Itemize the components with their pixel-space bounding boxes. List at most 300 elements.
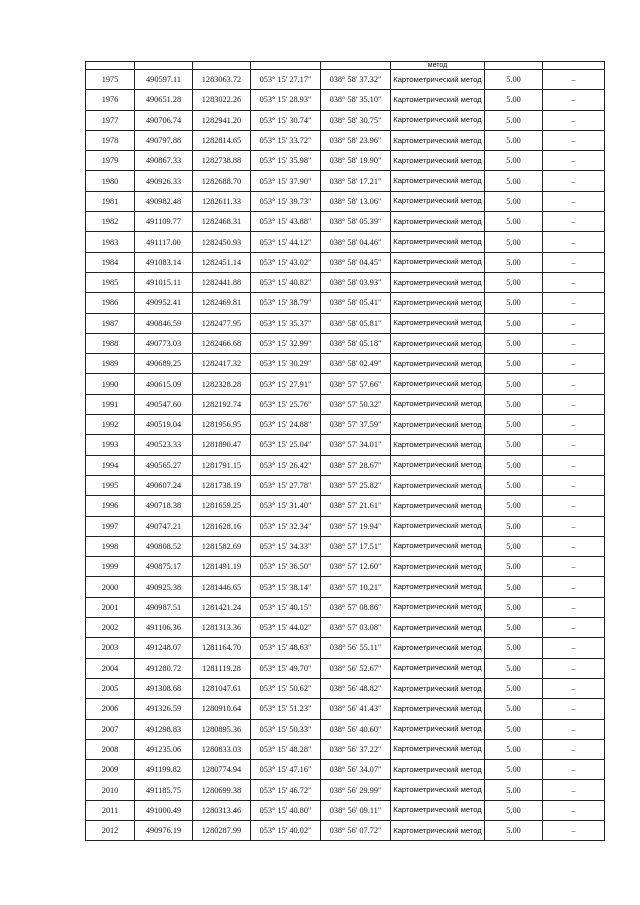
cell-y: 1282466.68: [193, 333, 251, 353]
cell-latitude: 053° 15' 40.80": [251, 800, 321, 820]
cell-y: 1281628.16: [193, 516, 251, 536]
cell-accuracy: 5.00: [485, 638, 543, 658]
cell-accuracy: 5.00: [485, 130, 543, 150]
table-row: [86, 313, 605, 333]
cell-number: 2011: [86, 800, 135, 820]
cell-y: 1280833.03: [193, 739, 251, 759]
cell-method: Картометрический метод: [391, 232, 485, 252]
cell-accuracy: 5.00: [485, 658, 543, 678]
cell-method: Картометрический метод: [391, 70, 485, 90]
cell-note: –: [543, 678, 605, 698]
cell-method: Картометрический метод: [391, 435, 485, 455]
cell-latitude: 053° 15' 30.74": [251, 110, 321, 130]
cell-x: 490547.60: [135, 394, 193, 414]
table-row: [86, 618, 605, 638]
table-row: [86, 293, 605, 313]
cell-number: 2008: [86, 739, 135, 759]
cell-longitude: 038° 57' 34.01": [321, 435, 391, 455]
cell-note: –: [543, 313, 605, 333]
cell-longitude: 038° 56' 37.22": [321, 739, 391, 759]
cell-longitude: 038° 56' 09.11": [321, 800, 391, 820]
cell-longitude: 038° 57' 57.66": [321, 374, 391, 394]
cell-accuracy: 5.00: [485, 597, 543, 617]
cell-x: 491109.77: [135, 212, 193, 232]
table-body: [86, 62, 605, 841]
cell-accuracy: 5.00: [485, 577, 543, 597]
cell-y: 1282738.88: [193, 151, 251, 171]
cell-method: Картометрический метод: [391, 415, 485, 435]
cell-longitude: 038° 56' 29.99": [321, 780, 391, 800]
cell-accuracy: 5.00: [485, 516, 543, 536]
cell-method: Картометрический метод: [391, 496, 485, 516]
cell-y: 1281491.19: [193, 557, 251, 577]
cell-longitude: 038° 57' 17.51": [321, 536, 391, 556]
table-row: [86, 354, 605, 374]
cell-accuracy: 5.00: [485, 293, 543, 313]
cell-number: 1978: [86, 130, 135, 150]
cell-number: 1981: [86, 191, 135, 211]
cell-number: 1989: [86, 354, 135, 374]
cell-number: 2001: [86, 597, 135, 617]
cell-y: 1281047.61: [193, 678, 251, 698]
cell-x: 490982.48: [135, 191, 193, 211]
cell-accuracy: 5.00: [485, 191, 543, 211]
cell-method: Картометрический метод: [391, 191, 485, 211]
table-row: [86, 212, 605, 232]
cell-accuracy: 5.00: [485, 90, 543, 110]
cell-latitude: 053° 15' 35.37": [251, 313, 321, 333]
cell-longitude: 038° 56' 55.11": [321, 638, 391, 658]
cell-longitude: 038° 57' 08.86": [321, 597, 391, 617]
cell-accuracy: 5.00: [485, 618, 543, 638]
cell-accuracy: 5.00: [485, 171, 543, 191]
cell-x: 490976.19: [135, 820, 193, 840]
cell-y: 1280895.36: [193, 719, 251, 739]
cell-x: 491199.82: [135, 760, 193, 780]
cell-latitude: 053° 15' 51.23": [251, 699, 321, 719]
cell-y: 1280287.99: [193, 820, 251, 840]
cell-longitude: 038° 58' 37.32": [321, 70, 391, 90]
cell-number: 2012: [86, 820, 135, 840]
cell-number: 2003: [86, 638, 135, 658]
cell-latitude: 053° 15' 36.50": [251, 557, 321, 577]
cell-x: 490615.09: [135, 374, 193, 394]
cell-latitude: 053° 15' 25.04": [251, 435, 321, 455]
cell-note: –: [543, 232, 605, 252]
cell-number: 2002: [86, 618, 135, 638]
cell-accuracy: 5.00: [485, 475, 543, 495]
cell-number: 2005: [86, 678, 135, 698]
cell-accuracy: 5.00: [485, 333, 543, 353]
cell-x: 490797.88: [135, 130, 193, 150]
cell-note: –: [543, 70, 605, 90]
cell-y: 1281659.25: [193, 496, 251, 516]
cell-x: 490607.24: [135, 475, 193, 495]
cell-latitude: 053° 15' 40.15": [251, 597, 321, 617]
cell-accuracy: 5.00: [485, 739, 543, 759]
cell-y: 1282328.28: [193, 374, 251, 394]
cell-latitude: 053° 15' 27.78": [251, 475, 321, 495]
cell-number: 1975: [86, 70, 135, 90]
cell-note: –: [543, 618, 605, 638]
cell-longitude: 038° 57' 03.08": [321, 618, 391, 638]
cell-note: –: [543, 536, 605, 556]
cell-method: Картометрический метод: [391, 171, 485, 191]
cell-number: 1995: [86, 475, 135, 495]
table-row: [86, 678, 605, 698]
cell-accuracy: 5.00: [485, 110, 543, 130]
cell-longitude: 038° 57' 21.61": [321, 496, 391, 516]
cell-accuracy: 5.00: [485, 557, 543, 577]
cell-latitude: 053° 15' 25.76": [251, 394, 321, 414]
cell-accuracy: 5.00: [485, 272, 543, 292]
cell-longitude: 038° 58' 05.39": [321, 212, 391, 232]
cell-longitude: 038° 57' 25.82": [321, 475, 391, 495]
cell-method: Картометрический метод: [391, 820, 485, 840]
table-row: [86, 130, 605, 150]
cell-x: 490925.38: [135, 577, 193, 597]
cell-latitude: 053° 15' 47.16": [251, 760, 321, 780]
cell-latitude: 053° 15' 39.73": [251, 191, 321, 211]
cell-accuracy: 5.00: [485, 455, 543, 475]
table-row: [86, 820, 605, 840]
cell-accuracy: 5.00: [485, 415, 543, 435]
cell-note: –: [543, 516, 605, 536]
cell-latitude: 053° 15' 28.93": [251, 90, 321, 110]
cell-latitude: 053° 15' 37.90": [251, 171, 321, 191]
cell-note: –: [543, 658, 605, 678]
cell-longitude: 038° 58' 17.21": [321, 171, 391, 191]
table-row: [86, 272, 605, 292]
cell-latitude: 053° 15' 38.79": [251, 293, 321, 313]
cell-number: 1998: [86, 536, 135, 556]
table-row: [86, 536, 605, 556]
cell-number: 1993: [86, 435, 135, 455]
cell-x: 490565.27: [135, 455, 193, 475]
cell-x: 491106.36: [135, 618, 193, 638]
cell-method: Картометрический метод: [391, 719, 485, 739]
cell-note: –: [543, 212, 605, 232]
continuation-row: [86, 62, 605, 70]
cell-y: 1282611.33: [193, 191, 251, 211]
cell-method: Картометрический метод: [391, 151, 485, 171]
cell-longitude: 038° 58' 13.06": [321, 191, 391, 211]
cell-note: –: [543, 455, 605, 475]
cell-x: 491298.83: [135, 719, 193, 739]
cell-method: Картометрический метод: [391, 333, 485, 353]
cell-note: –: [543, 252, 605, 272]
cell-latitude: 053° 15' 24.88": [251, 415, 321, 435]
cell-longitude: 038° 58' 05.18": [321, 333, 391, 353]
cell-accuracy: 5.00: [485, 536, 543, 556]
cell-note: –: [543, 151, 605, 171]
table-row: [86, 90, 605, 110]
cell-method: Картометрический метод: [391, 394, 485, 414]
cell-number: 1985: [86, 272, 135, 292]
cell-longitude: 038° 56' 48.82": [321, 678, 391, 698]
cell-latitude: 053° 15' 32.34": [251, 516, 321, 536]
cell-x: 491235.06: [135, 739, 193, 759]
cell-note: –: [543, 800, 605, 820]
cell-latitude: 053° 15' 46.72": [251, 780, 321, 800]
cell-number: 2007: [86, 719, 135, 739]
cell-x: 490952.41: [135, 293, 193, 313]
cell-number: 2010: [86, 780, 135, 800]
cell-x: 491185.75: [135, 780, 193, 800]
cell-method: метод: [391, 62, 485, 70]
cell-y: 1280699.38: [193, 780, 251, 800]
cell-longitude: 038° 58' 04.46": [321, 232, 391, 252]
cell-x: 491280.72: [135, 658, 193, 678]
cell-method: Картометрический метод: [391, 516, 485, 536]
cell-note: –: [543, 293, 605, 313]
cell-note: –: [543, 719, 605, 739]
cell-number: 1997: [86, 516, 135, 536]
cell-x: [135, 62, 193, 70]
cell-method: Картометрический метод: [391, 678, 485, 698]
cell-y: 1281119.28: [193, 658, 251, 678]
cell-x: 490689.25: [135, 354, 193, 374]
cell-y: 1282469.81: [193, 293, 251, 313]
cell-number: 2009: [86, 760, 135, 780]
table-row: [86, 699, 605, 719]
cell-number: 1980: [86, 171, 135, 191]
cell-x: 490867.33: [135, 151, 193, 171]
cell-latitude: 053° 15' 48.63": [251, 638, 321, 658]
cell-longitude: 038° 57' 37.59": [321, 415, 391, 435]
cell-y: 1281890.47: [193, 435, 251, 455]
cell-x: 491000.49: [135, 800, 193, 820]
cell-number: 1987: [86, 313, 135, 333]
cell-note: –: [543, 557, 605, 577]
cell-note: –: [543, 354, 605, 374]
cell-longitude: 038° 58' 19.90": [321, 151, 391, 171]
cell-accuracy: 5.00: [485, 780, 543, 800]
table-row: [86, 252, 605, 272]
cell-note: –: [543, 435, 605, 455]
cell-method: Картометрический метод: [391, 212, 485, 232]
cell-accuracy: 5.00: [485, 760, 543, 780]
cell-note: –: [543, 90, 605, 110]
cell-y: 1281582.69: [193, 536, 251, 556]
cell-number: 2004: [86, 658, 135, 678]
cell-method: Картометрический метод: [391, 293, 485, 313]
cell-y: 1282688.70: [193, 171, 251, 191]
cell-latitude: 053° 15' 40.02": [251, 820, 321, 840]
cell-accuracy: 5.00: [485, 212, 543, 232]
cell-number: 2000: [86, 577, 135, 597]
table-row: [86, 739, 605, 759]
cell-y: [193, 62, 251, 70]
table-row: [86, 638, 605, 658]
cell-x: 490846.59: [135, 313, 193, 333]
cell-accuracy: 5.00: [485, 151, 543, 171]
cell-latitude: 053° 15' 34.33": [251, 536, 321, 556]
cell-note: –: [543, 638, 605, 658]
table-row: [86, 374, 605, 394]
cell-longitude: 038° 58' 05.81": [321, 313, 391, 333]
cell-accuracy: 5.00: [485, 435, 543, 455]
table-row: [86, 435, 605, 455]
cell-latitude: 053° 15' 27.17": [251, 70, 321, 90]
cell-longitude: 038° 58' 02.49": [321, 354, 391, 374]
cell-note: –: [543, 475, 605, 495]
cell-number: 1976: [86, 90, 135, 110]
cell-longitude: 038° 58' 03.93": [321, 272, 391, 292]
cell-number: 1979: [86, 151, 135, 171]
cell-method: Картометрический метод: [391, 252, 485, 272]
cell-x: 491083.14: [135, 252, 193, 272]
table-row: [86, 151, 605, 171]
cell-accuracy: 5.00: [485, 252, 543, 272]
cell-latitude: 053° 15' 35.98": [251, 151, 321, 171]
cell-accuracy: 5.00: [485, 374, 543, 394]
cell-longitude: 038° 57' 50.32": [321, 394, 391, 414]
cell-longitude: 038° 57' 12.60": [321, 557, 391, 577]
cell-accuracy: 5.00: [485, 678, 543, 698]
cell-x: 490718.38: [135, 496, 193, 516]
cell-note: –: [543, 415, 605, 435]
cell-longitude: 038° 57' 19.94": [321, 516, 391, 536]
cell-x: 490523.33: [135, 435, 193, 455]
cell-y: 1281421.24: [193, 597, 251, 617]
cell-longitude: 038° 58' 23.96": [321, 130, 391, 150]
cell-method: Картометрический метод: [391, 638, 485, 658]
cell-number: 1988: [86, 333, 135, 353]
cell-accuracy: 5.00: [485, 820, 543, 840]
cell-note: –: [543, 577, 605, 597]
cell-number: 1994: [86, 455, 135, 475]
table-row: [86, 70, 605, 90]
cell-note: –: [543, 760, 605, 780]
cell-method: Картометрический метод: [391, 272, 485, 292]
cell-latitude: 053° 15' 38.14": [251, 577, 321, 597]
cell-note: –: [543, 272, 605, 292]
cell-note: –: [543, 699, 605, 719]
cell-note: –: [543, 191, 605, 211]
cell-method: Картометрический метод: [391, 313, 485, 333]
table-row: [86, 597, 605, 617]
cell-note: –: [543, 333, 605, 353]
cell-x: 490706.74: [135, 110, 193, 130]
table-row: [86, 780, 605, 800]
cell-x: 490747.21: [135, 516, 193, 536]
cell-method: Картометрический метод: [391, 780, 485, 800]
cell-method: Картометрический метод: [391, 760, 485, 780]
table-row: [86, 475, 605, 495]
cell-longitude: 038° 57' 28.67": [321, 455, 391, 475]
cell-accuracy: 5.00: [485, 496, 543, 516]
cell-accuracy: 5.00: [485, 232, 543, 252]
table-row: [86, 455, 605, 475]
cell-longitude: 038° 58' 35.10": [321, 90, 391, 110]
cell-number: 1992: [86, 415, 135, 435]
cell-y: 1280910.64: [193, 699, 251, 719]
cell-y: 1282192.74: [193, 394, 251, 414]
cell-note: –: [543, 374, 605, 394]
table-row: [86, 171, 605, 191]
cell-longitude: 038° 56' 41.43": [321, 699, 391, 719]
cell-x: 490987.51: [135, 597, 193, 617]
cell-number: 1990: [86, 374, 135, 394]
cell-note: –: [543, 496, 605, 516]
cell-note: –: [543, 820, 605, 840]
table-row: [86, 394, 605, 414]
cell-latitude: 053° 15' 27.91": [251, 374, 321, 394]
table-row: [86, 232, 605, 252]
cell-x: 490773.03: [135, 333, 193, 353]
cell-x: 491326.59: [135, 699, 193, 719]
cell-longitude: 038° 58' 04.45": [321, 252, 391, 272]
table-row: [86, 658, 605, 678]
cell-y: 1282477.95: [193, 313, 251, 333]
cell-latitude: 053° 15' 31.40": [251, 496, 321, 516]
cell-longitude: 038° 56' 34.07": [321, 760, 391, 780]
cell-accuracy: [485, 62, 543, 70]
cell-method: Картометрический метод: [391, 800, 485, 820]
table-row: [86, 496, 605, 516]
cell-accuracy: 5.00: [485, 354, 543, 374]
cell-number: 2006: [86, 699, 135, 719]
cell-method: Картометрический метод: [391, 374, 485, 394]
cell-y: 1281164.70: [193, 638, 251, 658]
table-row: [86, 800, 605, 820]
cell-y: 1282451.14: [193, 252, 251, 272]
cell-x: 490808.52: [135, 536, 193, 556]
cell-number: 1991: [86, 394, 135, 414]
cell-method: Картометрический метод: [391, 354, 485, 374]
cell-method: Картометрический метод: [391, 455, 485, 475]
cell-number: [86, 62, 135, 70]
cell-latitude: 053° 15' 50.33": [251, 719, 321, 739]
coordinates-table: [85, 61, 605, 841]
cell-note: –: [543, 130, 605, 150]
cell-method: Картометрический метод: [391, 90, 485, 110]
table-row: [86, 516, 605, 536]
cell-method: Картометрический метод: [391, 130, 485, 150]
cell-x: 490875.17: [135, 557, 193, 577]
cell-longitude: 038° 58' 30.75": [321, 110, 391, 130]
cell-longitude: 038° 58' 05.41": [321, 293, 391, 313]
cell-y: 1283063.72: [193, 70, 251, 90]
cell-number: 1982: [86, 212, 135, 232]
cell-longitude: 038° 56' 52.67": [321, 658, 391, 678]
cell-accuracy: 5.00: [485, 394, 543, 414]
cell-y: 1281446.65: [193, 577, 251, 597]
cell-accuracy: 5.00: [485, 719, 543, 739]
cell-note: –: [543, 739, 605, 759]
cell-latitude: 053° 15' 49.70": [251, 658, 321, 678]
cell-x: 490651.28: [135, 90, 193, 110]
cell-number: 1984: [86, 252, 135, 272]
cell-longitude: 038° 56' 07.72": [321, 820, 391, 840]
cell-method: Картометрический метод: [391, 618, 485, 638]
table-row: [86, 719, 605, 739]
cell-latitude: 053° 15' 50.62": [251, 678, 321, 698]
cell-y: 1280313.46: [193, 800, 251, 820]
cell-latitude: 053° 15' 32.99": [251, 333, 321, 353]
cell-latitude: 053° 15' 43.02": [251, 252, 321, 272]
cell-method: Картометрический метод: [391, 577, 485, 597]
cell-latitude: 053° 15' 44.12": [251, 232, 321, 252]
cell-method: Картометрический метод: [391, 739, 485, 759]
cell-latitude: 053° 15' 30.29": [251, 354, 321, 374]
cell-number: 1977: [86, 110, 135, 130]
table-row: [86, 415, 605, 435]
cell-accuracy: 5.00: [485, 699, 543, 719]
cell-x: 491308.68: [135, 678, 193, 698]
cell-y: 1281313.36: [193, 618, 251, 638]
